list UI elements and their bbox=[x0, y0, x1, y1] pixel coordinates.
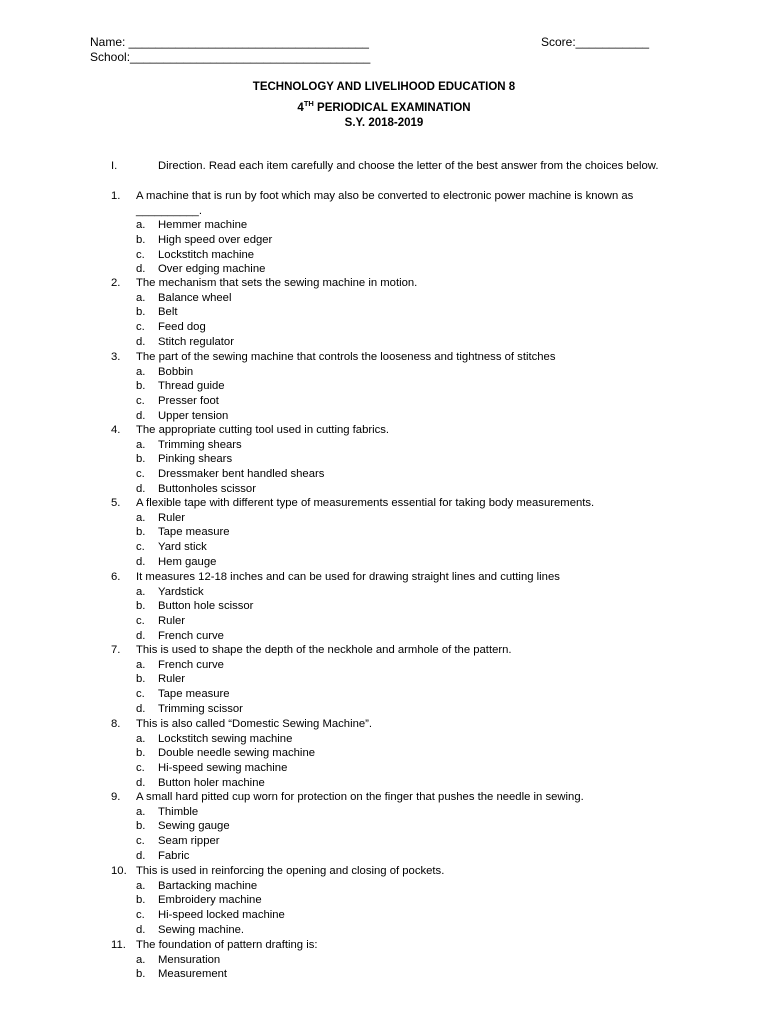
answer-option bbox=[111, 805, 671, 820]
question-stem: The part of the sewing machine that controls the looseness and tightness of stitches bbox=[136, 351, 556, 363]
option-letter: a. bbox=[136, 953, 146, 966]
answer-option bbox=[111, 953, 671, 968]
answer-option bbox=[111, 320, 671, 335]
option-text: Hemmer machine bbox=[158, 219, 248, 232]
direction bbox=[111, 159, 671, 174]
option-text: Button holer machine bbox=[158, 776, 265, 789]
question-stem: The foundation of pattern drafting is: bbox=[136, 939, 318, 951]
answer-option bbox=[111, 467, 671, 482]
option-letter: d. bbox=[136, 555, 146, 568]
exam-title-superscript: TH bbox=[303, 98, 314, 108]
score-field-label: Score:___________ bbox=[541, 35, 650, 49]
question-item bbox=[111, 496, 671, 569]
question-number: 7. bbox=[111, 644, 121, 656]
answer-option bbox=[111, 732, 671, 747]
question-number: 8. bbox=[111, 718, 121, 730]
question-stem: The mechanism that sets the sewing machine in motion. bbox=[136, 277, 418, 289]
question-number: 6. bbox=[111, 571, 121, 583]
school-field-label: School:____________________________________ bbox=[90, 50, 371, 64]
option-text: Hi-speed sewing machine bbox=[158, 762, 288, 775]
option-text: Trimming shears bbox=[158, 438, 242, 451]
question-item bbox=[111, 864, 671, 937]
option-text: Hem gauge bbox=[158, 555, 217, 568]
option-text: Ruler bbox=[158, 615, 185, 628]
option-letter: d. bbox=[136, 702, 146, 715]
answer-option bbox=[111, 746, 671, 761]
answer-option bbox=[111, 879, 671, 894]
option-text: Thread guide bbox=[158, 380, 225, 393]
answer-option bbox=[111, 511, 671, 526]
option-text: Ruler bbox=[158, 511, 185, 524]
answer-option bbox=[111, 262, 671, 277]
option-letter: c. bbox=[136, 615, 145, 628]
option-text: Thimble bbox=[158, 805, 199, 818]
answer-option bbox=[111, 908, 671, 923]
answer-option bbox=[111, 776, 671, 791]
option-letter: d. bbox=[136, 629, 146, 642]
option-letter: c. bbox=[136, 248, 145, 261]
option-letter: c. bbox=[136, 321, 145, 334]
answer-option bbox=[111, 923, 671, 938]
answer-option bbox=[111, 218, 671, 233]
option-letter: c. bbox=[136, 468, 145, 481]
option-letter: d. bbox=[136, 409, 146, 422]
question-number: 4. bbox=[111, 424, 121, 436]
school-year: S.Y. 2018-2019 bbox=[344, 116, 424, 129]
question-item bbox=[111, 938, 671, 982]
question-number: 9. bbox=[111, 791, 121, 803]
option-letter: a. bbox=[136, 732, 146, 745]
question-stem: This is also called “Domestic Sewing Machine”. bbox=[136, 718, 373, 730]
option-letter: c. bbox=[136, 395, 145, 408]
answer-option bbox=[111, 540, 671, 555]
answer-option bbox=[111, 599, 671, 614]
option-text: Presser foot bbox=[158, 395, 219, 408]
direction-text: Direction. Read each item carefully and choose the letter of the best answer from the choices below. bbox=[158, 160, 659, 172]
answer-option bbox=[111, 672, 671, 687]
answer-option bbox=[111, 702, 671, 717]
question-stem: A machine that is run by foot which may also be converted to electronic power machine is known as __________. bbox=[136, 190, 634, 217]
question-item bbox=[111, 276, 671, 349]
question-item bbox=[111, 189, 671, 277]
option-letter: a. bbox=[136, 658, 146, 671]
option-text: Pinking shears bbox=[158, 453, 233, 466]
question-stem: This is used to shape the depth of the neckhole and armhole of the pattern. bbox=[136, 644, 512, 656]
option-letter: d. bbox=[136, 482, 146, 495]
option-text: Sewing gauge bbox=[158, 820, 230, 833]
question-stem: A small hard pitted cup worn for protection on the finger that pushes the needle in sewing. bbox=[136, 791, 584, 803]
option-text: Belt bbox=[158, 306, 178, 319]
direction-number: I. bbox=[111, 160, 118, 172]
option-text: Balance wheel bbox=[158, 291, 232, 304]
question-stem: A flexible tape with different type of measurements essential for taking body measurements. bbox=[136, 497, 595, 509]
option-letter: a. bbox=[136, 438, 146, 451]
question-number: 10. bbox=[111, 865, 127, 877]
option-text: Yardstick bbox=[158, 585, 204, 598]
option-letter: a. bbox=[136, 805, 146, 818]
option-letter: d. bbox=[136, 335, 146, 348]
option-letter: d. bbox=[136, 849, 146, 862]
answer-option bbox=[111, 233, 671, 248]
option-letter: a. bbox=[136, 585, 146, 598]
option-text: Trimming scissor bbox=[158, 702, 243, 715]
option-letter: c. bbox=[136, 541, 145, 554]
option-letter: b. bbox=[136, 380, 146, 393]
option-text: Buttonholes scissor bbox=[158, 482, 256, 495]
option-text: Tape measure bbox=[158, 688, 230, 701]
answer-option bbox=[111, 849, 671, 864]
answer-option bbox=[111, 819, 671, 834]
question-item bbox=[111, 570, 671, 643]
answer-option bbox=[111, 629, 671, 644]
answer-option bbox=[111, 967, 671, 982]
option-letter: b. bbox=[136, 820, 146, 833]
exam-title-block bbox=[0, 80, 768, 131]
exam-title bbox=[0, 96, 768, 116]
answer-option bbox=[111, 585, 671, 600]
option-text: Sewing machine. bbox=[158, 923, 245, 936]
option-text: Measurement bbox=[158, 968, 228, 981]
option-text: Embroidery machine bbox=[158, 894, 262, 907]
question-number: 1. bbox=[111, 190, 121, 202]
option-letter: d. bbox=[136, 263, 146, 276]
question-item bbox=[111, 350, 671, 423]
answer-option bbox=[111, 893, 671, 908]
answer-option bbox=[111, 834, 671, 849]
name-field-label: Name: ____________________________________ bbox=[90, 35, 369, 49]
option-text: Button hole scissor bbox=[158, 600, 254, 613]
answer-option bbox=[111, 614, 671, 629]
option-letter: a. bbox=[136, 219, 146, 232]
question-number: 11. bbox=[111, 939, 126, 951]
answer-option bbox=[111, 452, 671, 467]
answer-option bbox=[111, 394, 671, 409]
answer-option bbox=[111, 365, 671, 380]
option-letter: b. bbox=[136, 673, 146, 686]
question-stem: It measures 12-18 inches and can be used for drawing straight lines and cutting lines bbox=[136, 571, 560, 583]
option-letter: d. bbox=[136, 923, 146, 936]
option-text: Tape measure bbox=[158, 526, 230, 539]
option-text: Double needle sewing machine bbox=[158, 747, 316, 760]
option-text: Seam ripper bbox=[158, 835, 220, 848]
question-item bbox=[111, 717, 671, 790]
question-number: 3. bbox=[111, 351, 121, 363]
exam-title-text: PERIODICAL EXAMINATION bbox=[313, 101, 471, 114]
option-letter: a. bbox=[136, 365, 146, 378]
option-letter: a. bbox=[136, 291, 146, 304]
exam-title-number: 4 bbox=[297, 101, 304, 114]
question-item bbox=[111, 423, 671, 496]
answer-option bbox=[111, 761, 671, 776]
answer-option bbox=[111, 335, 671, 350]
option-text: Mensuration bbox=[158, 953, 221, 966]
option-text: Lockstitch sewing machine bbox=[158, 732, 293, 745]
option-letter: b. bbox=[136, 968, 146, 981]
option-letter: c. bbox=[136, 762, 145, 775]
option-text: Lockstitch machine bbox=[158, 248, 255, 261]
option-letter: c. bbox=[136, 688, 145, 701]
option-text: Over edging machine bbox=[158, 263, 266, 276]
option-text: Ruler bbox=[158, 673, 185, 686]
option-text: French curve bbox=[158, 629, 224, 642]
question-stem: The appropriate cutting tool used in cutting fabrics. bbox=[136, 424, 390, 436]
answer-option bbox=[111, 291, 671, 306]
option-letter: c. bbox=[136, 835, 145, 848]
question-stem: This is used in reinforcing the opening and closing of pockets. bbox=[136, 865, 445, 877]
option-text: Feed dog bbox=[158, 321, 206, 334]
answer-option bbox=[111, 658, 671, 673]
answer-option bbox=[111, 438, 671, 453]
option-text: Stitch regulator bbox=[158, 335, 234, 348]
answer-option bbox=[111, 248, 671, 263]
subject-title: TECHNOLOGY AND LIVELIHOOD EDUCATION 8 bbox=[252, 81, 516, 93]
option-letter: b. bbox=[136, 453, 146, 466]
option-letter: a. bbox=[136, 879, 146, 892]
option-letter: d. bbox=[136, 776, 146, 789]
option-letter: a. bbox=[136, 511, 146, 524]
answer-option bbox=[111, 305, 671, 320]
answer-option bbox=[111, 409, 671, 424]
option-text: French curve bbox=[158, 658, 224, 671]
question-item bbox=[111, 643, 671, 716]
answer-option bbox=[111, 379, 671, 394]
option-text: High speed over edger bbox=[158, 234, 273, 247]
question-item bbox=[111, 790, 671, 863]
option-text: Upper tension bbox=[158, 409, 229, 422]
answer-option bbox=[111, 482, 671, 497]
answer-option bbox=[111, 555, 671, 570]
option-text: Dressmaker bent handled shears bbox=[158, 468, 325, 481]
question-number: 5. bbox=[111, 497, 121, 509]
option-text: Bobbin bbox=[158, 365, 194, 378]
option-letter: b. bbox=[136, 600, 146, 613]
option-text: Fabric bbox=[158, 849, 190, 862]
option-letter: b. bbox=[136, 747, 146, 760]
answer-option bbox=[111, 687, 671, 702]
option-text: Bartacking machine bbox=[158, 879, 258, 892]
question-number: 2. bbox=[111, 277, 121, 289]
option-letter: c. bbox=[136, 909, 145, 922]
option-letter: b. bbox=[136, 894, 146, 907]
option-letter: b. bbox=[136, 526, 146, 539]
option-text: Hi-speed locked machine bbox=[158, 909, 285, 922]
option-letter: b. bbox=[136, 234, 146, 247]
answer-option bbox=[111, 525, 671, 540]
option-text: Yard stick bbox=[158, 541, 207, 554]
option-letter: b. bbox=[136, 306, 146, 319]
